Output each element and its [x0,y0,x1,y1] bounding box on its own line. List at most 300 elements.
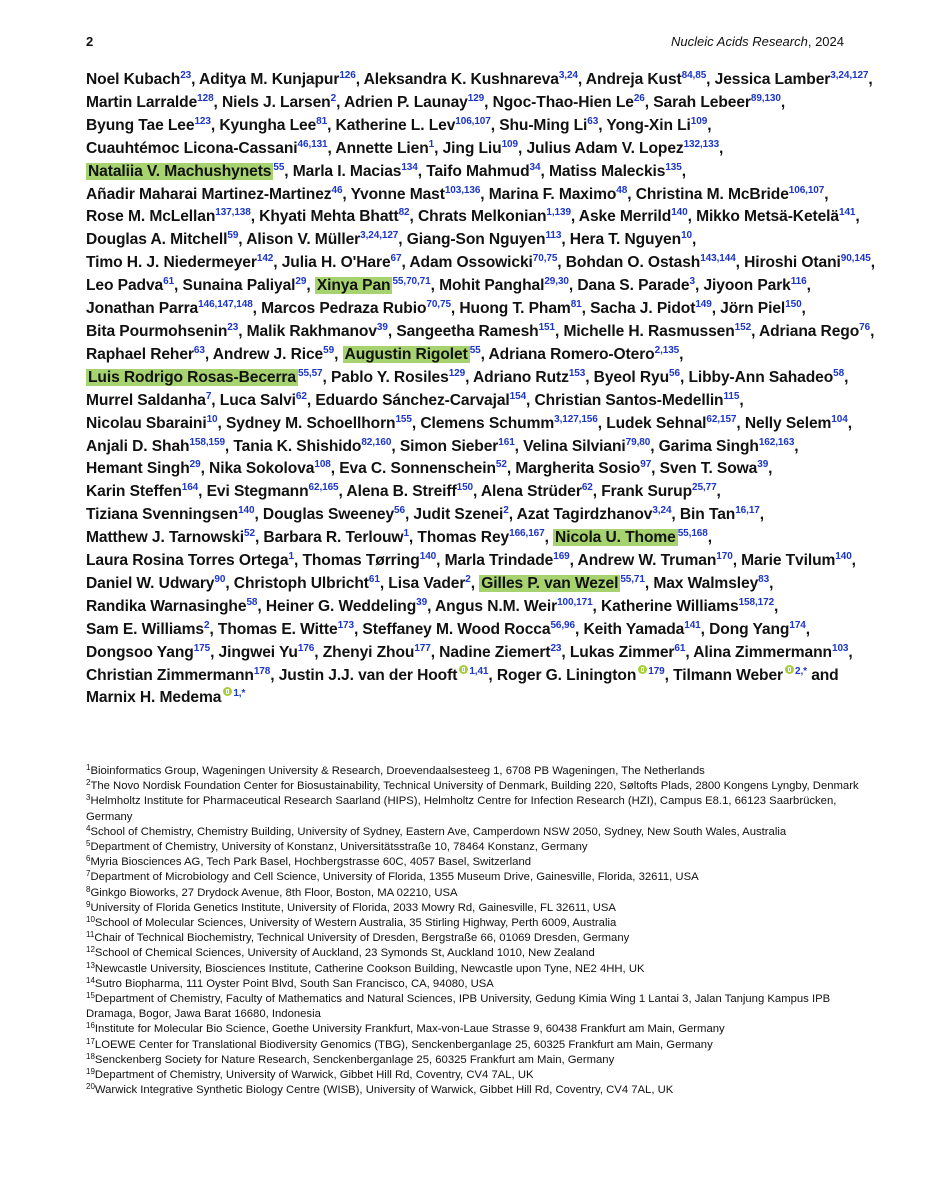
affiliation-text: University of Florida Genetics Institute, University of Florida, 2033 Mowry Rd, Gainesville, FL 32611, USA [90,901,616,914]
author-name: Annette Lien [335,139,429,157]
author-entry [417,529,544,546]
author-name: Marie Tvilum [741,552,836,570]
affiliation-ref[interactable]: 140 [238,505,255,517]
affiliation-number: 5 [86,839,91,849]
author-entry [517,506,672,523]
affiliation-ref[interactable]: 158,172 [738,596,775,608]
affiliation-ref[interactable]: 108 [314,459,331,471]
affiliation-ref[interactable]: 39 [757,459,769,471]
author-name: Ngoc-Thao-Hien Le [492,93,634,111]
author-name: Añadir Maharai Martinez-Martinez [86,185,332,203]
author-name: Katherine L. Lev [335,116,456,134]
affiliation-ref[interactable]: 46 [331,184,343,196]
affiliation-ref[interactable]: 104 [831,413,848,425]
author-name: Sydney M. Schoellhorn [226,414,396,432]
author-name: Malik Rakhmanov [246,322,377,340]
affiliation-ref[interactable]: 1 [403,528,409,540]
author-name: Nadine Ziemert [439,643,551,661]
author-entry [653,575,769,592]
affiliation-text: Bioinformatics Group, Wageningen University & Research, Droevendaalsesteeg 1, 6708 PB Wageningen, The Netherlands [90,765,705,777]
author-entry [335,140,434,157]
affiliation-ref[interactable]: 109 [690,115,708,127]
affiliation-text: Department of Chemistry, Faculty of Mathematics and Natural Sciences, IPB University, Gedung Kimia Wing 1 Lantai 3, Jalan Tanjung Kampus IPB Dramaga, Bogor, Jawa Barat 16680, Indonesia [86,993,831,1021]
author-name: Yvonne Mast [350,185,445,203]
affiliation-ref[interactable]: 103 [831,642,849,654]
author-name: Hiroshi Otani [744,254,841,272]
author-name: Dana S. Parade [577,277,690,295]
affiliation-item [86,1038,876,1053]
orcid-icon[interactable] [785,665,794,674]
journal-year: 2024 [815,34,844,49]
author-name: Noel Kubach [86,71,181,88]
affiliation-ref[interactable]: 79,80 [625,436,651,448]
author-name: Andreja Kust [585,71,682,88]
author-entry [443,140,518,157]
affiliation-ref[interactable]: 140 [835,551,852,563]
author-name: Thomas Rey [417,529,510,547]
affiliation-ref[interactable]: 26 [633,92,645,104]
affiliation-ref[interactable]: 52 [244,528,255,540]
author-entry [420,415,597,432]
affiliation-ref[interactable]: 59 [323,344,335,356]
author-name: Andrew J. Rice [212,345,324,363]
author-entry [601,598,774,615]
affiliation-ref[interactable]: 150 [456,482,473,494]
affiliation-ref[interactable]: 140 [671,207,688,219]
orcid-icon[interactable] [638,665,647,674]
affiliation-ref[interactable]: 141 [839,207,856,219]
author-entry [696,208,855,225]
author-entry [86,644,210,661]
author-name: Ludek Sehnal [606,414,707,432]
affiliation-ref[interactable]: 16,17 [735,505,760,517]
affiliation-ref[interactable]: 67 [390,253,402,265]
author-name: Velina Silviani [523,437,626,455]
affiliation-number: 17 [86,1036,95,1046]
author-name: Tania K. Shishido [233,437,362,455]
affiliation-ref[interactable]: 134 [401,161,418,173]
author-name: Lukas Zimmer [569,643,675,661]
affiliation-ref[interactable]: 1 [288,551,294,563]
author-name: Bita Pourmohsenin [86,322,228,340]
affiliation-number: 4 [86,823,91,833]
affiliation-ref[interactable]: 164 [181,482,199,494]
affiliation-ref[interactable]: 149 [695,299,712,311]
affiliation-ref[interactable]: 158,159 [189,436,225,448]
affiliation-ref[interactable]: 89,130 [750,92,781,104]
affiliation-ref[interactable]: 10 [681,230,692,242]
affiliation-text: Helmholtz Institute for Pharmaceutical Research Saarland (HIPS), Helmholtz Centre for Infection Research (HZI), Campus E8.1, 66123 Saarbrücken, Germany [86,795,837,823]
affiliation-ref[interactable]: 63 [193,344,205,356]
affiliation-ref[interactable]: 123 [194,115,211,127]
author-entry [222,94,336,111]
affiliation-ref[interactable]: 166,167 [509,528,545,540]
author-name: Xinya Pan [316,277,391,295]
author-entry [439,277,569,294]
affiliation-ref[interactable]: 84,85 [681,70,707,81]
affiliation-ref[interactable]: 58 [246,596,258,608]
affiliation-ref[interactable]: 55,168 [677,528,708,540]
author-entry [426,163,540,180]
affiliation-item [86,931,876,946]
affiliation-text: Senckenberg Society for Nature Research, Senckenberganlage 25, 60325 Frankfurt am Main, Germany [94,1053,615,1066]
affiliation-number: 8 [86,884,91,894]
author-entry [499,117,598,134]
author-entry [680,506,760,523]
affiliation-item [86,1083,876,1098]
author-name: Keith Yamada [583,620,685,638]
affiliation-ref[interactable]: 56,96 [550,619,575,631]
author-name: Christoph Ulbricht [233,574,369,592]
affiliation-ref[interactable]: 61 [163,276,175,288]
author-entry [594,369,680,386]
author-name: Martin Larralde [86,93,198,111]
affiliation-ref[interactable]: 76 [859,321,871,333]
affiliation-ref[interactable]: 81 [316,115,328,127]
orcid-icon[interactable] [459,665,468,674]
author-name: Dong Yang [709,620,790,638]
affiliation-ref[interactable]: 143,144 [700,253,736,265]
author-entry [323,644,431,661]
author-entry [744,254,871,271]
affiliation-ref[interactable]: 29 [295,276,307,288]
affiliation-ref[interactable]: 29 [189,459,201,471]
affiliation-ref[interactable]: 52 [495,459,507,471]
author-entry [563,323,751,340]
affiliation-ref[interactable]: 61 [368,573,380,585]
author-entry [481,483,593,500]
affiliation-ref[interactable]: 48 [616,184,628,196]
affiliation-ref[interactable]: 39 [376,321,388,333]
affiliation-ref[interactable]: 1,139 [546,207,571,219]
author-entry [315,392,526,409]
affiliation-ref[interactable]: 97 [640,459,652,471]
author-entry [331,369,465,386]
affiliation-ref[interactable]: 1 [428,138,435,150]
author-name: Leo Padva [86,277,164,295]
author-entry [86,94,214,111]
author-name: Laura Rosina Torres Ortega [86,552,289,570]
author-name: Katherine Williams [601,597,739,615]
affiliation-ref[interactable]: 23 [550,642,562,654]
affiliation-ref[interactable]: 2 [203,619,210,631]
affiliation-ref[interactable]: 150 [785,299,802,311]
author-name: Huong T. Pham [459,300,571,318]
author-entry [86,277,174,294]
author-name: Christina M. McBride [635,185,789,203]
author-entry [566,254,736,271]
affiliation-ref[interactable]: 137,138 [215,207,251,219]
author-entry [659,438,795,455]
affiliation-ref[interactable]: 2 [465,573,471,585]
author-entry [660,460,769,477]
affiliation-ref[interactable]: 2,135 [654,344,680,356]
author-entry [459,300,581,317]
affiliation-ref[interactable]: 113 [545,230,562,242]
author-entry [336,117,491,134]
affiliation-ref[interactable]: 153 [568,367,586,379]
author-entry [263,506,405,523]
author-name: Yong-Xin Li [606,116,691,134]
affiliation-item [86,962,876,977]
author-entry [526,140,719,157]
affiliation-ref[interactable]: 154 [509,390,527,402]
affiliation-ref[interactable]: 82,160 [361,436,392,448]
affiliation-ref[interactable]: 81 [570,299,582,311]
author-name: Tiziana Svenningsen [86,506,239,524]
affiliation-number: 11 [86,930,95,940]
affiliation-ref[interactable]: 2 [503,505,509,517]
affiliation-ref[interactable]: 34 [529,161,541,173]
affiliation-item [86,764,876,779]
affiliation-ref[interactable]: 2 [330,92,337,104]
author-name: Simon Sieber [399,437,499,455]
author-entry [86,300,253,317]
affiliation-ref[interactable]: 25,77 [692,482,717,494]
author-name: Sacha J. Pidot [590,300,696,318]
affiliation-ref[interactable]: 142 [256,253,274,265]
author-entry [549,163,682,180]
affiliation-ref[interactable]: 55,57 [297,367,323,379]
affiliation-text: Department of Chemistry, University of Konstanz, Universitätsstraße 10, 78464 Konstanz, Germany [90,841,588,854]
affiliation-number: 18 [86,1051,95,1061]
affiliation-item [86,825,876,840]
author-entry [418,208,571,225]
author-entry [479,575,645,592]
affiliation-ref[interactable]: 128 [197,92,214,104]
author-entry [579,208,688,225]
author-entry [553,529,708,546]
affiliation-ref[interactable]: 61 [674,642,686,654]
affiliation-ref[interactable]: 63 [587,115,599,127]
author-entry [497,667,665,684]
author-name: Margherita Sosio [515,460,641,478]
affiliation-ref[interactable]: 132,133 [683,138,720,150]
author-entry [86,231,238,248]
affiliation-ref[interactable]: 175 [193,642,211,654]
author-entry [213,346,334,363]
affiliation-text: Newcastle University, Biosciences Institute, Catherine Cookson Building, Newcastle upon Tyne, NE2 4HH, UK [94,962,645,975]
affiliation-ref[interactable]: 70,75 [426,299,451,311]
affiliation-ref[interactable]: 90,145 [840,253,871,265]
author-entry [364,71,578,88]
affiliation-number: 1 [86,763,91,772]
affiliation-list [86,764,876,1098]
affiliation-ref[interactable]: 3,127,156 [554,413,598,425]
affiliation-ref[interactable]: 58 [833,367,845,379]
affiliation-number: 15 [86,991,95,1001]
journal-citation: Nucleic Acids Research, 2024 [671,34,844,49]
author-entry [493,94,645,111]
author-name: Sam E. Williams [86,620,204,638]
author-entry [583,621,700,638]
affiliation-ref[interactable]: 152 [734,321,752,333]
affiliation-ref[interactable]: 55,70,71 [392,276,431,288]
author-entry [439,644,561,661]
affiliation-item [86,886,876,901]
affiliation-ref[interactable]: 173 [337,619,354,631]
affiliation-ref[interactable]: 141 [684,619,701,631]
author-name: Mikko Metsä-Ketelä [696,208,839,226]
affiliation-ref[interactable]: 55,71 [620,573,645,585]
author-name: Michelle H. Rasmussen [563,322,735,340]
author-entry [400,438,515,455]
affiliation-text: Department of Chemistry, University of Warwick, Gibbet Hill Rd, Coventry, CV4 7AL, UK [94,1069,534,1082]
affiliation-ref[interactable]: 29,30 [544,276,569,288]
author-entry [86,667,270,684]
author-entry [523,438,650,455]
author-name: Hemant Singh [86,460,190,478]
affiliation-ref[interactable]: 59 [227,230,239,242]
author-entry [693,644,848,661]
author-name: Adam Ossowicki [409,254,533,272]
author-entry [590,300,712,317]
affiliation-ref[interactable]: 100,171 [557,596,593,608]
author-name: Thomas Tørring [302,552,420,570]
author-name: Nataliia V. Machushynets [88,162,272,180]
author-name: Jonathan Parra [86,300,199,318]
affiliation-ref[interactable]: 55 [273,161,285,173]
author-name: Justin J.J. van der Hooft [278,666,458,684]
affiliation-ref[interactable]: 135 [665,161,682,173]
affiliation-ref[interactable]: 3 [689,276,695,288]
affiliation-ref[interactable]: 169 [553,551,570,563]
orcid-icon[interactable] [223,687,232,696]
author-entry [86,392,211,409]
affiliation-item [86,1053,876,1068]
author-name: Aske Merrild [578,208,672,226]
author-name: Heiner G. Weddeling [265,597,417,615]
affiliation-ref[interactable]: 90 [214,573,226,585]
affiliation-ref[interactable]: 3,24 [652,505,672,517]
affiliation-ref[interactable]: 129 [467,92,485,104]
affiliation-ref[interactable]: 170 [716,551,733,563]
author-name: Alena Strüder [480,483,582,501]
author-entry [339,460,507,477]
affiliation-ref[interactable]: 140 [419,551,437,563]
affiliation-ref[interactable]: 155 [395,413,412,425]
affiliation-ref[interactable]: 82 [398,207,410,219]
affiliation-ref[interactable]: 55 [469,344,481,356]
author-name: Steffaney M. Wood Rocca [362,620,551,638]
affiliation-ref[interactable]: 83 [758,573,770,585]
affiliation-ref[interactable]: 3,24,127 [360,230,399,242]
affiliation-ref[interactable]: 1,41 [469,665,489,677]
affiliation-ref[interactable]: 162,163 [758,436,795,448]
author-entry [515,460,651,477]
author-entry [86,621,209,638]
affiliation-ref[interactable]: 179 [648,665,665,677]
affiliation-text: Ginkgo Bioworks, 27 Drydock Avenue, 8th Floor, Boston, MA 02210, USA [90,886,458,899]
author-name: Kyungha Lee [219,116,317,134]
affiliation-ref[interactable]: 129 [448,367,466,379]
affiliation-ref[interactable]: 62,165 [308,482,339,494]
affiliation-ref[interactable]: 23 [180,70,192,81]
affiliation-ref[interactable]: 62 [295,390,307,402]
affiliation-ref[interactable]: 39 [416,596,428,608]
affiliation-ref[interactable]: 3,24 [558,70,578,81]
affiliation-item [86,1068,876,1083]
author-entry [86,254,273,271]
author-entry [715,71,869,88]
affiliation-ref[interactable]: 106,107 [788,184,825,196]
affiliation-number: 16 [86,1021,95,1031]
author-name: Adriana Romero-Otero [488,345,655,363]
affiliation-ref[interactable]: 103,136 [444,184,481,196]
author-entry [388,575,470,592]
affiliation-ref[interactable]: 1,* [233,688,246,700]
affiliation-ref[interactable]: 116 [790,276,807,288]
author-entry [234,575,380,592]
affiliation-ref[interactable]: 109 [501,138,518,150]
affiliation-ref[interactable]: 3,24,127 [830,70,869,81]
affiliation-number: 14 [86,975,95,985]
affiliation-ref[interactable]: 115 [723,390,740,402]
author-name: Nelly Selem [744,414,832,432]
affiliation-ref[interactable]: 2,* [795,665,807,677]
affiliation-item [86,901,876,916]
author-name: Khyati Mehta Bhatt [259,208,399,226]
author-name: Jessica Lamber [714,71,831,88]
affiliation-ref[interactable]: 70,75 [532,253,558,265]
author-entry [409,254,557,271]
author-name: Gilles P. van Wezel [481,574,619,592]
author-name: Daniel W. Udwary [86,574,215,592]
author-entry [703,277,806,294]
author-entry [86,598,257,615]
affiliation-ref[interactable]: 56 [669,367,680,379]
author-name: Luis Rodrigo Rosas-Becerra [88,368,296,386]
author-entry [263,529,409,546]
affiliation-ref[interactable]: 7 [205,390,212,402]
author-entry [247,323,388,340]
author-entry [315,277,431,294]
affiliation-ref[interactable]: 62,157 [706,413,737,425]
affiliation-ref[interactable]: 146,147,148 [198,299,253,311]
author-entry [86,140,328,157]
author-entry [86,163,284,180]
affiliation-ref[interactable]: 177 [414,642,431,654]
author-entry [209,460,331,477]
author-name: Tilmann Weber [673,666,784,684]
author-name: Murrel Saldanha [86,391,206,409]
affiliation-ref[interactable]: 176 [297,642,315,654]
author-entry [362,621,575,638]
affiliation-ref[interactable]: 56 [394,505,405,517]
affiliation-ref[interactable]: 151 [538,321,555,333]
affiliation-ref[interactable]: 161 [498,436,515,448]
author-entry [86,117,211,134]
author-entry [759,323,870,340]
affiliation-ref[interactable]: 23 [227,321,239,333]
author-name: Garima Singh [658,437,759,455]
author-entry [246,231,398,248]
affiliation-ref[interactable]: 126 [339,70,356,81]
author-entry [86,438,225,455]
author-entry [86,346,205,363]
affiliation-ref[interactable]: 174 [789,619,806,631]
affiliation-ref[interactable]: 178 [253,665,271,677]
author-entry [266,598,427,615]
author-entry [346,483,473,500]
author-entry [86,415,218,432]
affiliation-ref[interactable]: 10 [206,413,218,425]
affiliation-ref[interactable]: 46,131 [297,138,328,150]
affiliation-ref[interactable]: 62 [581,482,593,494]
affiliation-ref[interactable]: 106,107 [455,115,491,127]
author-entry [489,346,680,363]
author-name: Giang-Son Nguyen [406,231,546,249]
